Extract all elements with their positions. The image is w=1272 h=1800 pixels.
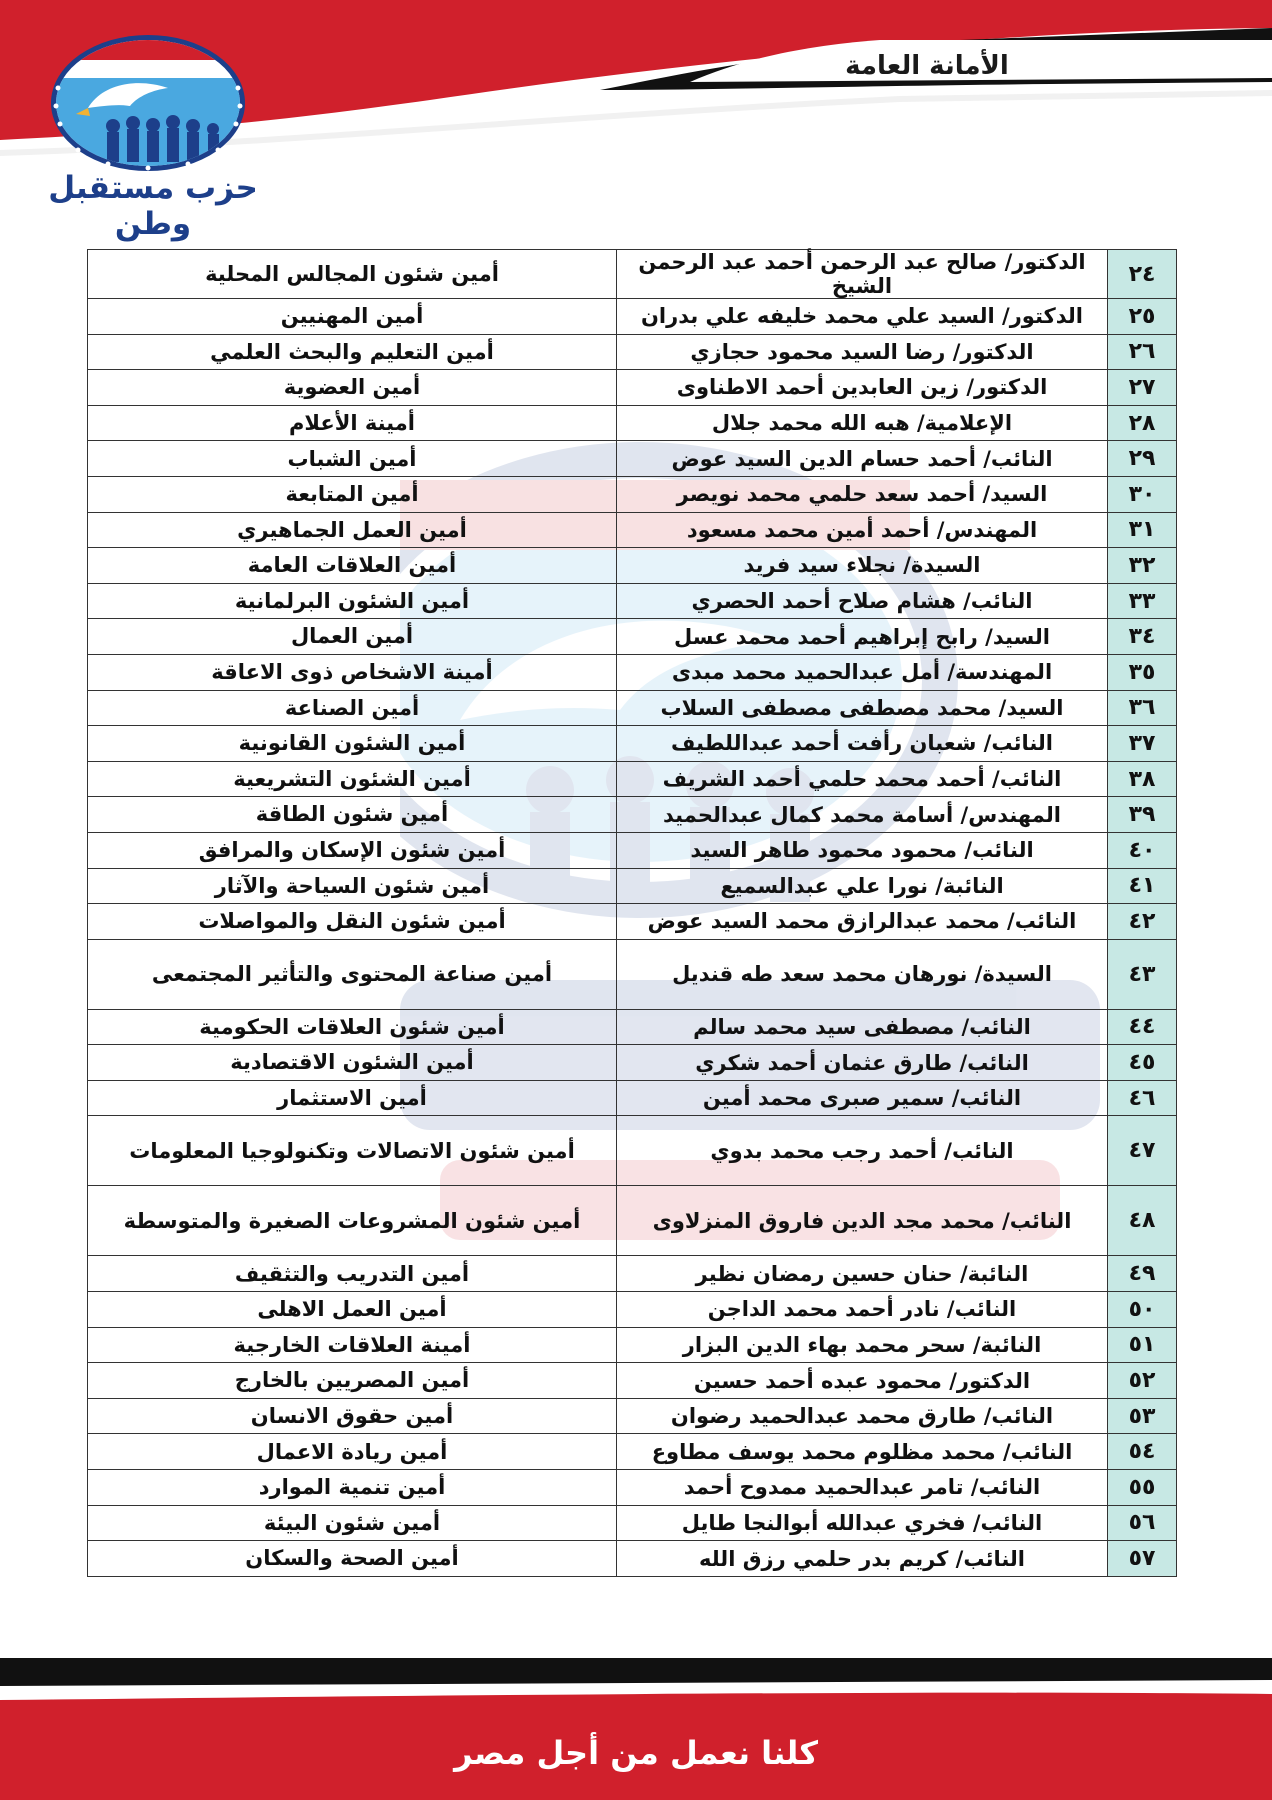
footer-slogan: كلنا نعمل من أجل مصر bbox=[454, 1734, 818, 1772]
table-row bbox=[88, 619, 1177, 655]
official-name: النائب/ تامر عبدالحميد ممدوح أحمد bbox=[617, 1470, 1108, 1506]
table-row bbox=[88, 1045, 1177, 1081]
table-row bbox=[88, 939, 1177, 1009]
table-row bbox=[88, 405, 1177, 441]
party-logo bbox=[18, 28, 288, 242]
official-position: أمين حقوق الانسان bbox=[88, 1398, 617, 1434]
official-name: المهندسة/ أمل عبدالحميد محمد مبدى bbox=[617, 654, 1108, 690]
official-name: السيد/ رابح إبراهيم أحمد محمد عسل bbox=[617, 619, 1108, 655]
official-position: أمين الاستثمار bbox=[88, 1080, 617, 1116]
official-name: النائبة/ سحر محمد بهاء الدين البزار bbox=[617, 1327, 1108, 1363]
official-name: المهندس/ أسامة محمد كمال عبدالحميد bbox=[617, 797, 1108, 833]
official-name: الإعلامية/ هبه الله محمد جلال bbox=[617, 405, 1108, 441]
official-name: النائب/ محمود محمود طاهر السيد bbox=[617, 832, 1108, 868]
row-number: ٣٦ bbox=[1108, 690, 1177, 726]
row-number: ٣٣ bbox=[1108, 583, 1177, 619]
row-number: ٣٢ bbox=[1108, 548, 1177, 584]
row-number: ٤٧ bbox=[1108, 1116, 1177, 1186]
row-number: ٥٠ bbox=[1108, 1292, 1177, 1328]
official-name: النائب/ كريم بدر حلمي رزق الله bbox=[617, 1541, 1108, 1577]
official-position: أمين شئون الاتصالات وتكنولوجيا المعلومات bbox=[88, 1116, 617, 1186]
official-position: أمين شئون الإسكان والمرافق bbox=[88, 832, 617, 868]
official-name: النائب/ سمير صبرى محمد أمين bbox=[617, 1080, 1108, 1116]
official-name: الدكتور/ السيد علي محمد خليفه علي بدران bbox=[617, 299, 1108, 335]
table-row bbox=[88, 441, 1177, 477]
official-position: أمين شئون النقل والمواصلات bbox=[88, 904, 617, 940]
official-name: السيد/ محمد مصطفى مصطفى السلاب bbox=[617, 690, 1108, 726]
row-number: ٢٦ bbox=[1108, 334, 1177, 370]
official-name: النائب/ طارق عثمان أحمد شكري bbox=[617, 1045, 1108, 1081]
official-name: النائب/ نادر أحمد محمد الداجن bbox=[617, 1292, 1108, 1328]
table-row bbox=[88, 1434, 1177, 1470]
table-row bbox=[88, 1009, 1177, 1045]
official-name: النائب/ أحمد حسام الدين السيد عوض bbox=[617, 441, 1108, 477]
table-row bbox=[88, 370, 1177, 406]
row-number: ٥٣ bbox=[1108, 1398, 1177, 1434]
row-number: ٢٥ bbox=[1108, 299, 1177, 335]
table-row bbox=[88, 1505, 1177, 1541]
row-number: ٤٥ bbox=[1108, 1045, 1177, 1081]
table-row bbox=[88, 476, 1177, 512]
table-row bbox=[88, 583, 1177, 619]
footer-banner bbox=[0, 1650, 1272, 1800]
row-number: ٤٢ bbox=[1108, 904, 1177, 940]
row-number: ٤٠ bbox=[1108, 832, 1177, 868]
official-position: أمين العضوية bbox=[88, 370, 617, 406]
row-number: ٢٧ bbox=[1108, 370, 1177, 406]
section-title: الأمانة العامة bbox=[845, 51, 1009, 81]
eagle-emblem-icon bbox=[18, 28, 288, 178]
row-number: ٢٩ bbox=[1108, 441, 1177, 477]
official-position: أمين صناعة المحتوى والتأثير المجتمعى bbox=[88, 939, 617, 1009]
official-name: السيدة/ نجلاء سيد فريد bbox=[617, 548, 1108, 584]
official-position: أمين شئون المجالس المحلية bbox=[88, 250, 617, 299]
table-row bbox=[88, 1398, 1177, 1434]
official-name: المهندس/ أحمد أمين محمد مسعود bbox=[617, 512, 1108, 548]
official-name: الدكتور/ زين العابدين أحمد الاطناوى bbox=[617, 370, 1108, 406]
row-number: ٤٨ bbox=[1108, 1186, 1177, 1256]
official-name: السيدة/ نورهان محمد سعد طه قنديل bbox=[617, 939, 1108, 1009]
row-number: ٥٤ bbox=[1108, 1434, 1177, 1470]
table-row bbox=[88, 299, 1177, 335]
official-name: النائب/ مصطفى سيد محمد سالم bbox=[617, 1009, 1108, 1045]
official-name: النائب/ فخري عبدالله أبوالنجا طايل bbox=[617, 1505, 1108, 1541]
official-position: أمين الشئون القانونية bbox=[88, 726, 617, 762]
table-row bbox=[88, 761, 1177, 797]
row-number: ٤٩ bbox=[1108, 1256, 1177, 1292]
official-name: النائبة/ حنان حسين رمضان نظير bbox=[617, 1256, 1108, 1292]
official-position: أمين تنمية الموارد bbox=[88, 1470, 617, 1506]
row-number: ٥٧ bbox=[1108, 1541, 1177, 1577]
row-number: ٣٨ bbox=[1108, 761, 1177, 797]
official-name: السيد/ أحمد سعد حلمي محمد نويصر bbox=[617, 476, 1108, 512]
table-row bbox=[88, 1363, 1177, 1399]
row-number: ٢٨ bbox=[1108, 405, 1177, 441]
official-position: أمين شئون البيئة bbox=[88, 1505, 617, 1541]
table-row bbox=[88, 868, 1177, 904]
row-number: ٥١ bbox=[1108, 1327, 1177, 1363]
official-position: أمين الصناعة bbox=[88, 690, 617, 726]
official-position: أمين شئون السياحة والآثار bbox=[88, 868, 617, 904]
table-row bbox=[88, 512, 1177, 548]
table-row bbox=[88, 1256, 1177, 1292]
official-position: أمين الشئون البرلمانية bbox=[88, 583, 617, 619]
official-position: أمين شئون الطاقة bbox=[88, 797, 617, 833]
official-position: أمين ريادة الاعمال bbox=[88, 1434, 617, 1470]
row-number: ٤٤ bbox=[1108, 1009, 1177, 1045]
official-name: النائب/ شعبان رأفت أحمد عبداللطيف bbox=[617, 726, 1108, 762]
row-number: ٥٥ bbox=[1108, 1470, 1177, 1506]
table-row bbox=[88, 1186, 1177, 1256]
table-row bbox=[88, 1116, 1177, 1186]
official-position: أمين الشئون التشريعية bbox=[88, 761, 617, 797]
row-number: ٥٦ bbox=[1108, 1505, 1177, 1541]
row-number: ٣٥ bbox=[1108, 654, 1177, 690]
row-number: ٣٤ bbox=[1108, 619, 1177, 655]
official-name: الدكتور/ رضا السيد محمود حجازي bbox=[617, 334, 1108, 370]
official-position: أمين الشباب bbox=[88, 441, 617, 477]
official-position: أمين المصريين بالخارج bbox=[88, 1363, 617, 1399]
official-name: النائب/ محمد مظلوم محمد يوسف مطاوع bbox=[617, 1434, 1108, 1470]
logo-wordmark: حزب مستقبل وطن bbox=[48, 170, 258, 242]
official-name: النائب/ أحمد محمد حلمي أحمد الشريف bbox=[617, 761, 1108, 797]
officials-table bbox=[87, 249, 1177, 1577]
official-name: الدكتور/ محمود عبده أحمد حسين bbox=[617, 1363, 1108, 1399]
official-position: أمين العلاقات العامة bbox=[88, 548, 617, 584]
official-name: النائب/ أحمد رجب محمد بدوي bbox=[617, 1116, 1108, 1186]
table-row bbox=[88, 1327, 1177, 1363]
official-position: أمين العمل الجماهيري bbox=[88, 512, 617, 548]
official-position: أمين شئون العلاقات الحكومية bbox=[88, 1009, 617, 1045]
official-position: أمين الشئون الاقتصادية bbox=[88, 1045, 617, 1081]
official-position: أمين العمال bbox=[88, 619, 617, 655]
row-number: ٥٢ bbox=[1108, 1363, 1177, 1399]
page-footer bbox=[0, 1650, 1272, 1800]
table-row bbox=[88, 1470, 1177, 1506]
row-number: ٣١ bbox=[1108, 512, 1177, 548]
row-number: ٢٤ bbox=[1108, 250, 1177, 299]
official-name: النائب/ هشام صلاح أحمد الحصري bbox=[617, 583, 1108, 619]
official-position: أمينة الاشخاص ذوى الاعاقة bbox=[88, 654, 617, 690]
official-position: أمين المتابعة bbox=[88, 476, 617, 512]
official-position: أمين التعليم والبحث العلمي bbox=[88, 334, 617, 370]
row-number: ٣٩ bbox=[1108, 797, 1177, 833]
table-row bbox=[88, 1541, 1177, 1577]
row-number: ٣٧ bbox=[1108, 726, 1177, 762]
table-row bbox=[88, 654, 1177, 690]
table-row bbox=[88, 250, 1177, 299]
table-row bbox=[88, 690, 1177, 726]
table-row bbox=[88, 334, 1177, 370]
table-row bbox=[88, 797, 1177, 833]
row-number: ٤٦ bbox=[1108, 1080, 1177, 1116]
officials-table-body bbox=[88, 250, 1177, 1577]
row-number: ٣٠ bbox=[1108, 476, 1177, 512]
official-position: أمين التدريب والتثقيف bbox=[88, 1256, 617, 1292]
official-name: الدكتور/ صالح عبد الرحمن أحمد عبد الرحمن الشيخ bbox=[617, 250, 1108, 299]
table-row bbox=[88, 904, 1177, 940]
table-row bbox=[88, 726, 1177, 762]
official-position: أمينة العلاقات الخارجية bbox=[88, 1327, 617, 1363]
table-row bbox=[88, 1292, 1177, 1328]
official-position: أمين العمل الاهلى bbox=[88, 1292, 617, 1328]
table-row bbox=[88, 1080, 1177, 1116]
official-name: النائب/ محمد مجد الدين فاروق المنزلاوى bbox=[617, 1186, 1108, 1256]
official-position: أمين المهنيين bbox=[88, 299, 617, 335]
official-position: أمين الصحة والسكان bbox=[88, 1541, 617, 1577]
row-number: ٤١ bbox=[1108, 868, 1177, 904]
official-name: النائب/ طارق محمد عبدالحميد رضوان bbox=[617, 1398, 1108, 1434]
table-row bbox=[88, 832, 1177, 868]
official-name: النائبة/ نورا علي عبدالسميع bbox=[617, 868, 1108, 904]
page-header bbox=[0, 0, 1272, 242]
official-position: أمينة الأعلام bbox=[88, 405, 617, 441]
official-name: النائب/ محمد عبدالرازق محمد السيد عوض bbox=[617, 904, 1108, 940]
row-number: ٤٣ bbox=[1108, 939, 1177, 1009]
official-position: أمين شئون المشروعات الصغيرة والمتوسطة bbox=[88, 1186, 617, 1256]
table-row bbox=[88, 548, 1177, 584]
